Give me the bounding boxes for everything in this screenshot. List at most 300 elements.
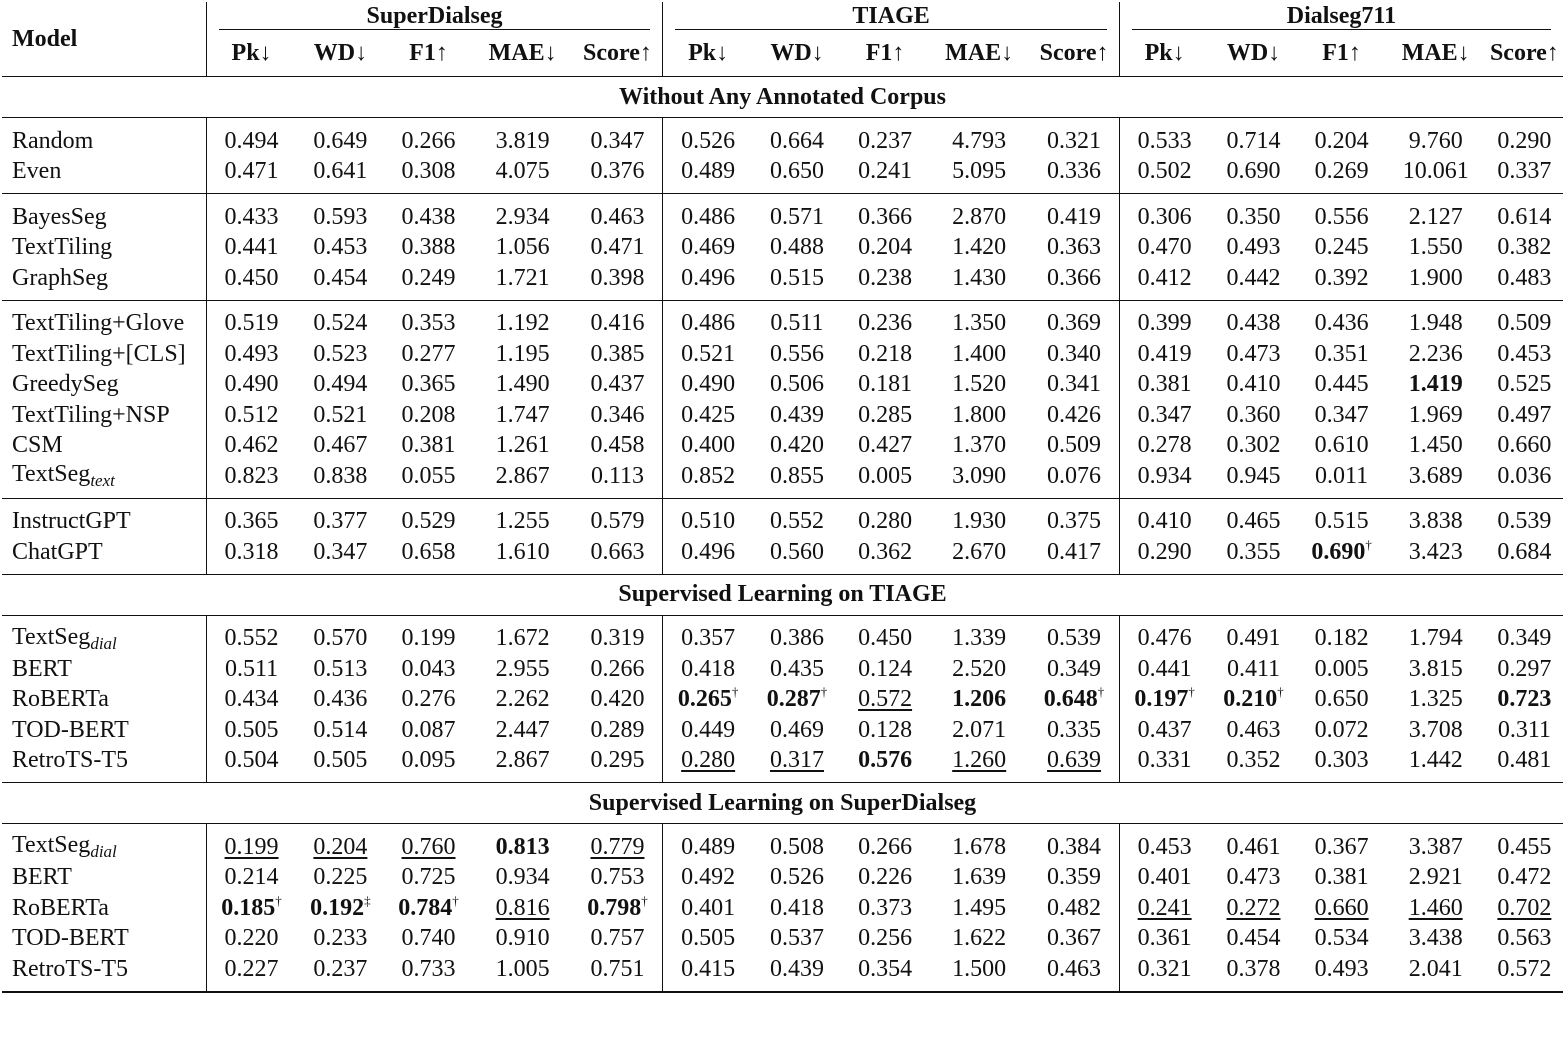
model-name-text: GraphSeg (12, 264, 108, 291)
model-name-text: Random (12, 127, 94, 154)
metric-cell (296, 400, 384, 431)
metric-value: 0.297 (1497, 655, 1552, 682)
metric-cell (1209, 654, 1297, 685)
metric-value: 0.714 (1226, 127, 1281, 154)
metric-cell (206, 746, 296, 783)
metric-cell (841, 824, 929, 863)
metric-value: 5.095 (952, 158, 1007, 185)
metric-value: 0.420 (769, 432, 824, 459)
metric-value: 0.388 (401, 234, 456, 261)
metric-cell (1119, 461, 1209, 498)
metric-value: 0.355 (1226, 538, 1281, 565)
metric-value: 2.041 (1408, 955, 1463, 982)
metric-value: 9.760 (1408, 127, 1463, 154)
metric-cell (753, 461, 841, 498)
metric-cell (1386, 685, 1486, 716)
metric-value: 0.227 (224, 955, 279, 982)
metric-cell (1486, 924, 1563, 955)
significance-mark: † (820, 684, 828, 700)
metric-value: 0.473 (1226, 864, 1281, 891)
metric-header: Score↑ (1039, 39, 1109, 66)
metric-cell (1119, 537, 1209, 574)
model-name-text: TOD-BERT (12, 925, 129, 952)
metric-value: 0.366 (1047, 264, 1102, 291)
metric-value: 0.272 (1226, 894, 1281, 921)
table-row (2, 118, 1563, 157)
metric-cell (384, 400, 472, 431)
model-name-text: TOD-BERT (12, 716, 129, 743)
metric-value: 0.563 (1497, 925, 1552, 952)
metric-value: 0.357 (681, 625, 736, 652)
metric-value: 0.570 (313, 625, 368, 652)
metric-value: 0.290 (1497, 127, 1552, 154)
metric-cell (573, 863, 663, 894)
metric-cell (1386, 300, 1486, 339)
metric-value: 0.648 (1043, 686, 1098, 713)
metric-value: 0.945 (1226, 462, 1281, 489)
metric-cell (473, 233, 573, 264)
metric-cell (573, 431, 663, 462)
metric-value: 0.482 (1047, 894, 1102, 921)
metric-value: 0.392 (1314, 264, 1369, 291)
metric-cell (296, 685, 384, 716)
section-header-row (2, 783, 1563, 824)
metric-value: 0.435 (769, 655, 824, 682)
metric-value: 0.381 (1137, 371, 1192, 398)
metric-value: 0.934 (1137, 462, 1192, 489)
metric-cell (1209, 194, 1297, 233)
metric-cell (1386, 746, 1486, 783)
metric-cell (1298, 339, 1386, 370)
metric-cell (753, 263, 841, 300)
metric-value: 0.506 (769, 371, 824, 398)
metric-cell (1386, 615, 1486, 654)
metric-cell (384, 893, 472, 924)
metric-cell (206, 233, 296, 264)
metric-cell (1119, 954, 1209, 992)
table-row (2, 615, 1563, 654)
metric-cell (1119, 924, 1209, 955)
metric-value: 0.365 (401, 371, 456, 398)
metric-value: 0.185 (221, 894, 276, 921)
metric-cell (384, 194, 472, 233)
metric-cell (384, 498, 472, 537)
metric-value: 0.525 (1497, 371, 1552, 398)
metric-cell (206, 615, 296, 654)
metric-value: 0.454 (1226, 925, 1281, 952)
metric-cell (206, 431, 296, 462)
model-name (2, 118, 206, 157)
metric-value: 0.375 (1047, 508, 1102, 535)
metric-value: 0.336 (1047, 158, 1102, 185)
metric-cell (929, 685, 1029, 716)
metric-cell (1119, 157, 1209, 194)
metric-value: 0.560 (769, 538, 824, 565)
model-name (2, 746, 206, 783)
metric-cell (841, 400, 929, 431)
metric-cell (1029, 924, 1119, 955)
metric-value: 1.672 (495, 625, 550, 652)
metric-value: 3.838 (1408, 508, 1463, 535)
metric-value: 0.740 (401, 925, 456, 952)
metric-value: 0.690 (1226, 158, 1281, 185)
metric-cell (1029, 339, 1119, 370)
metric-cell (1486, 157, 1563, 194)
metric-cell (663, 924, 753, 955)
model-name-text: BayesSeg (12, 203, 107, 230)
metric-value: 1.747 (495, 401, 550, 428)
metric-value: 0.076 (1047, 462, 1102, 489)
metric-value: 0.055 (401, 462, 456, 489)
metric-cell (1386, 194, 1486, 233)
metric-cell (1029, 118, 1119, 157)
metric-cell (473, 893, 573, 924)
metric-cell (841, 118, 929, 157)
metric-value: 3.438 (1408, 925, 1463, 952)
metric-value: 0.439 (769, 401, 824, 428)
metric-cell (473, 537, 573, 574)
metric-value: 0.290 (1137, 538, 1192, 565)
metric-value: 0.463 (1226, 716, 1281, 743)
metric-value: 0.458 (590, 432, 645, 459)
metric-value: 0.303 (1314, 747, 1369, 774)
metric-cell (1486, 233, 1563, 264)
metric-cell (384, 863, 472, 894)
model-name-subscript: dial (90, 633, 117, 653)
metric-cell (1486, 118, 1563, 157)
metric-value: 0.453 (1137, 833, 1192, 860)
section-title: Supervised Learning on SuperDialseg (2, 783, 1563, 824)
metric-cell (1386, 157, 1486, 194)
metric-value: 0.378 (1226, 955, 1281, 982)
metric-value: 0.287 (766, 686, 821, 713)
metric-cell (206, 685, 296, 716)
metric-cell (753, 339, 841, 370)
metric-header: WD↓ (770, 39, 824, 66)
metric-cell (473, 300, 573, 339)
metric-cell (473, 339, 573, 370)
metric-cell (573, 339, 663, 370)
metric-value: 0.504 (224, 747, 279, 774)
metric-cell (1386, 118, 1486, 157)
metric-value: 0.005 (858, 462, 913, 489)
metric-cell (841, 615, 929, 654)
metric-cell (1486, 863, 1563, 894)
metric-cell (206, 893, 296, 924)
metric-value: 0.197 (1134, 686, 1189, 713)
metric-cell (1119, 370, 1209, 401)
metric-value: 0.469 (681, 234, 736, 261)
metric-cell (1298, 863, 1386, 894)
metric-cell (753, 537, 841, 574)
significance-mark: ‡ (364, 892, 371, 908)
metric-value: 0.502 (1137, 158, 1192, 185)
table-row (2, 370, 1563, 401)
metric-value: 0.934 (495, 864, 550, 891)
metric-value: 0.476 (1137, 625, 1192, 652)
table-row (2, 431, 1563, 462)
metric-value: 0.533 (1137, 127, 1192, 154)
metric-cell (1386, 824, 1486, 863)
metric-value: 0.011 (1315, 462, 1369, 489)
metric-cell (296, 615, 384, 654)
group-header-dialseg711 (1119, 2, 1563, 30)
metric-cell (1119, 194, 1209, 233)
table-row (2, 263, 1563, 300)
metric-cell (1209, 893, 1297, 924)
metric-value: 0.124 (858, 655, 913, 682)
metric-value: 1.192 (495, 310, 550, 337)
metric-cell (296, 300, 384, 339)
metric-value: 0.376 (590, 158, 645, 185)
metric-cell (206, 863, 296, 894)
metric-cell (1486, 537, 1563, 574)
table-row (2, 157, 1563, 194)
metric-cell (663, 370, 753, 401)
metric-value: 0.436 (1314, 310, 1369, 337)
metric-cell (929, 157, 1029, 194)
metric-value: 0.425 (681, 401, 736, 428)
metric-cell (1486, 893, 1563, 924)
metric-cell (663, 233, 753, 264)
metric-value: 0.241 (858, 158, 913, 185)
metric-header: MAE↓ (945, 39, 1014, 66)
metric-cell (753, 685, 841, 716)
metric-value: 0.359 (1047, 864, 1102, 891)
metric-value: 1.460 (1408, 894, 1463, 921)
metric-cell (1386, 893, 1486, 924)
metric-cell (1298, 300, 1386, 339)
metric-cell (663, 893, 753, 924)
metric-value: 1.500 (952, 955, 1007, 982)
metric-value: 0.401 (1137, 864, 1192, 891)
metric-cell (1029, 685, 1119, 716)
model-name-text: CSM (12, 432, 63, 459)
metric-cell (753, 300, 841, 339)
metric-value: 0.757 (590, 925, 645, 952)
metric-value: 0.317 (769, 747, 824, 774)
metric-cell (573, 893, 663, 924)
metric-value: 0.308 (401, 158, 456, 185)
metric-cell (841, 924, 929, 955)
metric-cell (1486, 954, 1563, 992)
metric-cell (573, 746, 663, 783)
metric-value: 10.061 (1402, 158, 1469, 185)
model-name-text: TextTiling (12, 234, 113, 261)
metric-cell (663, 461, 753, 498)
model-name-text: RoBERTa (12, 686, 109, 713)
metric-cell (573, 954, 663, 992)
metric-value: 0.349 (1497, 625, 1552, 652)
metric-cell (573, 157, 663, 194)
metric-cell (663, 715, 753, 746)
metric-value: 0.005 (1314, 655, 1369, 682)
metric-cell (1209, 537, 1297, 574)
metric-value: 0.331 (1137, 747, 1192, 774)
metric-value: 0.509 (1497, 310, 1552, 337)
metric-cell (1209, 461, 1297, 498)
metric-value: 0.539 (1047, 625, 1102, 652)
metric-cell (206, 461, 296, 498)
metric-cell (1298, 233, 1386, 264)
model-name-text: TextTiling+[CLS] (12, 340, 186, 367)
metric-header: Pk↓ (206, 30, 296, 77)
metric-value: 0.418 (681, 655, 736, 682)
metric-value: 0.266 (401, 127, 456, 154)
metric-cell (1298, 685, 1386, 716)
metric-value: 0.266 (858, 833, 913, 860)
metric-cell (663, 746, 753, 783)
metric-cell (573, 263, 663, 300)
metric-cell (1119, 263, 1209, 300)
metric-value: 1.350 (952, 310, 1007, 337)
metric-cell (1298, 370, 1386, 401)
metric-value: 0.526 (769, 864, 824, 891)
metric-value: 0.690 (1311, 538, 1366, 565)
metric-cell (753, 893, 841, 924)
metric-header: Pk↓ (1119, 30, 1209, 77)
metric-value: 0.321 (1137, 955, 1192, 982)
metric-cell (573, 924, 663, 955)
table-row (2, 339, 1563, 370)
metric-value: 0.465 (1226, 508, 1281, 535)
metric-value: 0.572 (1497, 955, 1552, 982)
metric-value: 0.218 (858, 340, 913, 367)
metric-cell (296, 924, 384, 955)
metric-value: 0.493 (1314, 955, 1369, 982)
metric-cell (1298, 615, 1386, 654)
metric-cell (473, 954, 573, 992)
metric-value: 0.663 (590, 538, 645, 565)
metric-value: 1.195 (495, 340, 550, 367)
metric-value: 0.426 (1047, 401, 1102, 428)
metric-cell (296, 194, 384, 233)
metric-cell (573, 715, 663, 746)
metric-cell (663, 118, 753, 157)
metric-value: 0.347 (313, 538, 368, 565)
metric-value: 0.571 (769, 203, 824, 230)
metric-value: 0.469 (769, 716, 824, 743)
metric-cell (384, 715, 472, 746)
metric-value: 1.794 (1408, 625, 1463, 652)
metric-value: 0.401 (681, 894, 736, 921)
metric-cell (1209, 400, 1297, 431)
metric-cell (1486, 431, 1563, 462)
metric-value: 0.266 (590, 655, 645, 682)
metric-value: 0.350 (1226, 203, 1281, 230)
metric-value: 1.261 (495, 432, 550, 459)
metric-value: 0.276 (401, 686, 456, 713)
metric-cell (1386, 370, 1486, 401)
metric-value: 0.576 (858, 747, 913, 774)
metric-value: 0.353 (401, 310, 456, 337)
group-header-row (2, 2, 1563, 30)
metric-value: 3.090 (952, 462, 1007, 489)
metric-value: 0.437 (590, 371, 645, 398)
metric-value: 0.360 (1226, 401, 1281, 428)
model-name (2, 263, 206, 300)
metric-cell (1486, 263, 1563, 300)
metric-cell (663, 685, 753, 716)
metric-cell (206, 824, 296, 863)
metric-value: 1.400 (952, 340, 1007, 367)
metric-cell (663, 654, 753, 685)
metric-value: 0.192 (310, 894, 365, 921)
metric-value: 0.181 (858, 371, 913, 398)
metric-value: 0.367 (1047, 925, 1102, 952)
metric-cell (1298, 715, 1386, 746)
metric-value: 0.256 (858, 925, 913, 952)
metric-cell (929, 863, 1029, 894)
metric-cell (841, 194, 929, 233)
metric-value: 0.367 (1314, 833, 1369, 860)
metric-cell (206, 954, 296, 992)
metric-value: 0.441 (224, 234, 279, 261)
metric-cell (384, 461, 472, 498)
model-name (2, 654, 206, 685)
metric-value: 0.684 (1497, 538, 1552, 565)
metric-cell (573, 194, 663, 233)
metric-value: 0.505 (224, 716, 279, 743)
metric-value: 0.225 (313, 864, 368, 891)
metric-value: 2.670 (952, 538, 1007, 565)
metric-cell (1209, 370, 1297, 401)
metric-header: F1↑ (1322, 39, 1361, 66)
metric-cell (1119, 339, 1209, 370)
metric-cell (929, 263, 1029, 300)
metric-cell (1029, 893, 1119, 924)
metric-cell (1486, 654, 1563, 685)
metric-cell (1298, 498, 1386, 537)
metric-cell (296, 157, 384, 194)
table-row (2, 654, 1563, 685)
model-name-text: RoBERTa (12, 894, 109, 921)
model-name-text: GreedySeg (12, 371, 119, 398)
metric-header: F1↑ (409, 39, 448, 66)
metric-cell (384, 685, 472, 716)
metric-cell (1029, 498, 1119, 537)
metric-value: 0.453 (1497, 340, 1552, 367)
metric-cell (1029, 370, 1119, 401)
metric-cell (1298, 461, 1386, 498)
metric-cell (1209, 157, 1297, 194)
metric-value: 2.867 (495, 747, 550, 774)
metric-cell (296, 498, 384, 537)
metric-cell (473, 194, 573, 233)
metric-value: 3.819 (495, 127, 550, 154)
metric-cell (296, 893, 384, 924)
model-name (2, 300, 206, 339)
metric-value: 0.226 (858, 864, 913, 891)
significance-mark: † (1188, 684, 1195, 700)
metric-value: 0.410 (1137, 508, 1192, 535)
metric-value: 0.351 (1314, 340, 1369, 367)
metric-cell (1486, 461, 1563, 498)
metric-value: 0.311 (1497, 716, 1551, 743)
metric-value: 0.483 (1497, 264, 1552, 291)
metric-cell (1119, 431, 1209, 462)
metric-cell (206, 194, 296, 233)
metric-cell (929, 431, 1029, 462)
metric-cell (473, 615, 573, 654)
table-row (2, 746, 1563, 783)
model-name-subscript: dial (90, 842, 117, 862)
model-name (2, 863, 206, 894)
metric-value: 0.412 (1137, 264, 1192, 291)
metric-value: 0.365 (224, 508, 279, 535)
metric-value: 0.399 (1137, 310, 1192, 337)
metric-cell (384, 537, 472, 574)
